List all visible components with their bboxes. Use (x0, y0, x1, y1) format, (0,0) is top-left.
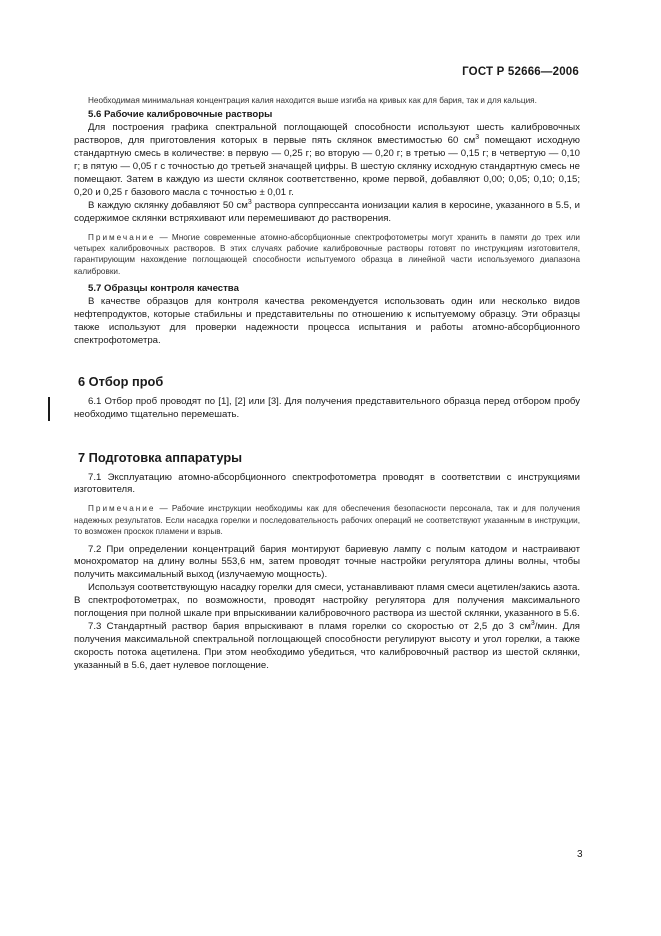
subsection-heading-5-7: 5.7 Образцы контроля качества (88, 283, 239, 295)
paragraph-6-1: 6.1 Отбор проб проводят по [1], [2] или [3]. Для получения представительного образца перед отбором пробу необходимо тщательно перемешать. (74, 395, 580, 420)
subsection-heading-5-6: 5.6 Рабочие калибровочные растворы (88, 109, 273, 121)
intro-paragraph: Необходимая минимальная концентрация калия находится выше изгиба на кривых как для бария, так и для кальция. (88, 96, 537, 105)
paragraph-7-3: 7.3 Стандартный раствор бария впрыскивают в пламя горелки со скоростью от 2,5 до 3 $см^3$/мин. Для получения максимальной спектральной поглощающей способности регулируют высоту и угол горелки, а также скорость потока ацетилена. При этом необходимо убедиться, что калибровочный раствор из шестой склянки, указанный в 5.6, дает нулевое поглощение. (74, 619, 580, 671)
paragraph-7-1: 7.1 Эксплуатацию атомно-абсорбционного спектрофотометра проводят в соответствии с инструкциями изготовителя. (74, 471, 580, 496)
section-heading-6: 6 Отбор проб (78, 373, 164, 389)
note-5-6: Примечание — Многие современные атомно-абсорбционные спектрофотометры могут хранить в памяти до трех или четырех калибровочных растворов. В этих случаях рабочие калибровочные растворы готовят по инструкциям изготовителя, гарантирующим нахождение поглощающей способности испытуемого образца в линейной части используемого диапазона калибровки. (74, 232, 580, 276)
note-7-1: Примечание — Рабочие инструкции необходимы как для обеспечения безопасности персонала, так и для получения надежных результатов. Если насадка горелки и последовательность рабочих операций не соответствуют указанным в инструкции, то возможен проскок пламени и взрыв. (74, 504, 580, 537)
page-content (74, 95, 580, 673)
paragraph-5-7-1: В качестве образцов для контроля качества рекомендуется использовать один или несколько видов нефтепродуктов, которые стабильны и представительны по отношению к испытуемому образцу. Эти образцы также используют для проверки надежности процесса испытания и работы атомно-абсорбционного спектрофотометра. (74, 296, 580, 346)
paragraph-7-2-b: Используя соответствующую насадку горелки для смеси, устанавливают пламя смеси ацетилен/закись азота. В спектрофотометрах, по возможности, проводят настройку регулятора для получения максимального поглощения при полной шкале при впрыскивании калибровочного раствора из шестой склянки, указанного в 5.6. (74, 582, 580, 620)
page-number: 3 (577, 849, 583, 860)
paragraph-5-6-2: В каждую склянку добавляют 50 $см^3$ раствора суппрессанта ионизации калия в керосине, указанного в 5.5, и содержимое склянки встряхивают или перемешивают до растворения. (74, 198, 580, 224)
section-heading-7: 7 Подготовка аппаратуры (78, 449, 243, 465)
document-code: ГОСТ Р 52666—2006 (462, 66, 579, 78)
paragraph-5-6-1: Для построения графика спектральной поглощающей способности используют шесть калибровочных растворов, для приготовления которых в первые пять склянок вместимостью 60 $см^3$ помещают исходную стандартную смесь в количестве: в первую — 0,25 г; во вторую — 0,20 г; в третью — 0,15 г; в четвертую — 0,10 г; в пятую — 0,05 г с точностью до третьей значащей цифры. В шестую склянку исходную стандартную смесь не помещают. Затем в каждую из шести склянок соответственно, кроме первой, добавляют 0,00; 0,05; 0,10; 0,15; 0,20 и 0,25 г базового масла с точностью ± 0,01 г. (74, 122, 580, 198)
paragraph-7-2: 7.2 При определении концентраций бария монтируют бариевую лампу с полым катодом и настраивают монохроматор на длину волны 553,6 нм, затем проводят точные настройки регулятора длины волны, чтобы получить максимальный выход (излучаемую мощность). (74, 543, 580, 581)
